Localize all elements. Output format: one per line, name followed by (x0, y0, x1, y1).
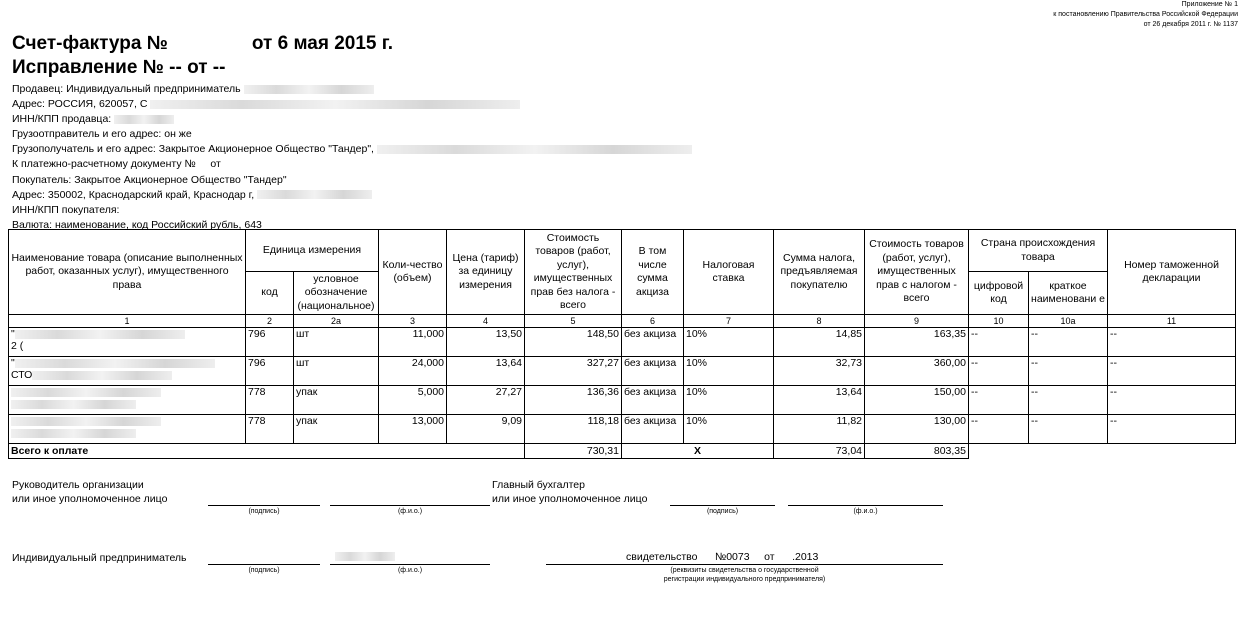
item-declaration: -- (1108, 386, 1236, 415)
item-total: 130,00 (865, 415, 969, 444)
item-total: 360,00 (865, 357, 969, 386)
table-header-row-1 (9, 230, 1236, 272)
col-tax-header: Сумма налога, предъявляемая покупателю (774, 230, 865, 315)
item-name (9, 415, 246, 444)
col-number: 10 (969, 315, 1029, 328)
invoice-title (12, 33, 393, 55)
item-tax: 11,82 (774, 415, 865, 444)
col-number: 11 (1108, 315, 1236, 328)
col-country-name-header: краткое наименовани е (1029, 272, 1108, 315)
item-country-code: -- (969, 386, 1029, 415)
col-number: 8 (774, 315, 865, 328)
item-name: " 2 ( (9, 328, 246, 357)
appendix-line-2: к постановлению Правительства Российской Федерации (1053, 11, 1238, 18)
invoice-date: от 6 мая 2015 г. (251, 33, 394, 54)
invoice-title-prefix: Счет-фактура № (12, 33, 168, 54)
item-qty: 13,000 (379, 415, 447, 444)
item-tax: 13,64 (774, 386, 865, 415)
item-rate: 10% (684, 328, 774, 357)
currency-line: Валюта: наименование, код Российский рубль, 643 (12, 218, 262, 231)
buyer-line: Покупатель: Закрытое Акционерное Общество "Тандер" (12, 173, 287, 186)
col-number: 2а (294, 315, 379, 328)
col-name-header: Наименование товара (описание выполненных работ, оказанных услуг), имущественного права (9, 230, 246, 315)
item-unit-code: 796 (246, 328, 294, 357)
col-excise-header: В том числе сумма акциза (622, 230, 684, 315)
item-excise: без акциза (622, 386, 684, 415)
col-number: 2 (246, 315, 294, 328)
col-customs-header: Номер таможенной декларации (1108, 230, 1236, 315)
total-sum: 803,35 (865, 444, 969, 459)
invoice-info (12, 82, 692, 233)
item-price: 13,50 (447, 328, 525, 357)
item-excise: без акциза (622, 415, 684, 444)
item-excise: без акциза (622, 357, 684, 386)
invoice-table (8, 229, 1236, 459)
item-unit-code: 778 (246, 415, 294, 444)
certificate-caption: (реквизиты свидетельства о государственной регистрации индивидуального предпринимателя) (663, 567, 826, 583)
head-fio-caption: (ф.и.о.) (397, 508, 423, 515)
col-number: 7 (684, 315, 774, 328)
col-number: 3 (379, 315, 447, 328)
item-declaration: -- (1108, 357, 1236, 386)
item-unit: шт (294, 357, 379, 386)
col-number: 1 (9, 315, 246, 328)
item-country-code: -- (969, 415, 1029, 444)
item-declaration: -- (1108, 328, 1236, 357)
col-number: 6 (622, 315, 684, 328)
item-price: 9,09 (447, 415, 525, 444)
shipper-line: Грузоотправитель и его адрес: он же (12, 128, 192, 141)
col-number: 10а (1029, 315, 1108, 328)
seller-line: Продавец: Индивидуальный предприниматель (12, 82, 692, 97)
appendix-note (1053, 0, 1238, 30)
payment-doc-line: К платежно-расчетному документу № от (12, 158, 221, 171)
item-cost: 327,27 (525, 357, 622, 386)
accountant-signature-label: Главный бухгалтер или иное уполномоченное лицо (492, 479, 648, 505)
seller-inn-line: ИНН/КПП продавца: (12, 112, 692, 127)
item-total: 163,35 (865, 328, 969, 357)
item-tax: 32,73 (774, 357, 865, 386)
total-cost: 730,31 (525, 444, 622, 459)
item-qty: 5,000 (379, 386, 447, 415)
col-country-header: Страна происхождения товара (969, 230, 1108, 272)
head-fio-line (330, 505, 490, 506)
certificate-line (546, 564, 943, 565)
table-row (9, 328, 1236, 357)
col-price-header: Цена (тариф) за единицу измерения (447, 230, 525, 315)
col-country-code-header: цифровой код (969, 272, 1029, 315)
col-unit-name-header: условное обозначение (национальное) (294, 272, 379, 315)
col-unit-header: Единица измерения (246, 230, 379, 272)
table-row (9, 415, 1236, 444)
consignee-line: Грузополучатель и его адрес: Закрытое Акционерное Общество "Тандер", (12, 142, 692, 157)
entrepreneur-label: Индивидуальный предприниматель (12, 552, 187, 564)
item-qty: 11,000 (379, 328, 447, 357)
acc-sign-caption: (подпись) (706, 508, 739, 515)
certificate-text: свидетельство №0073 от .2013 (626, 551, 819, 563)
buyer-address-line: Адрес: 350002, Краснодарский край, Краснодар г, (12, 188, 692, 203)
acc-sign-line (670, 505, 775, 506)
item-total: 150,00 (865, 386, 969, 415)
acc-fio-line (788, 505, 943, 506)
col-qty-header: Коли-чество (объем) (379, 230, 447, 315)
item-country-code: -- (969, 328, 1029, 357)
col-rate-header: Налоговая ставка (684, 230, 774, 315)
table-row (9, 386, 1236, 415)
ent-fio-redacted (335, 552, 395, 561)
item-country-name: -- (1029, 328, 1108, 357)
item-cost: 136,36 (525, 386, 622, 415)
item-qty: 24,000 (379, 357, 447, 386)
item-country-code: -- (969, 357, 1029, 386)
item-unit-code: 796 (246, 357, 294, 386)
item-unit: упак (294, 415, 379, 444)
item-unit: упак (294, 386, 379, 415)
item-name (9, 386, 246, 415)
item-unit-code: 778 (246, 386, 294, 415)
item-country-name: -- (1029, 386, 1108, 415)
total-label: Всего к оплате (9, 444, 525, 459)
item-excise: без акциза (622, 328, 684, 357)
table-row (9, 357, 1236, 386)
ent-sign-line (208, 564, 320, 565)
item-rate: 10% (684, 386, 774, 415)
item-country-name: -- (1029, 357, 1108, 386)
col-number: 4 (447, 315, 525, 328)
total-mark: X (622, 444, 774, 459)
item-price: 27,27 (447, 386, 525, 415)
item-cost: 148,50 (525, 328, 622, 357)
item-rate: 10% (684, 415, 774, 444)
item-unit: шт (294, 328, 379, 357)
appendix-line-3: от 26 декабря 2011 г. № 1137 (1143, 21, 1238, 28)
col-number: 9 (865, 315, 969, 328)
ent-fio-line (330, 564, 490, 565)
item-name: " СТО (9, 357, 246, 386)
correction-title: Исправление № -- от -- (12, 57, 226, 78)
item-tax: 14,85 (774, 328, 865, 357)
head-sign-line (208, 505, 320, 506)
col-unit-code-header: код (246, 272, 294, 315)
column-numbers-row (9, 315, 1236, 328)
col-cost-header: Стоимость товаров (работ, услуг), имущественных прав без налога - всего (525, 230, 622, 315)
item-rate: 10% (684, 357, 774, 386)
ent-sign-caption: (подпись) (248, 567, 280, 574)
item-declaration: -- (1108, 415, 1236, 444)
seller-address-line: Адрес: РОССИЯ, 620057, С (12, 97, 692, 112)
item-cost: 118,18 (525, 415, 622, 444)
ent-fio-caption: (ф.и.о.) (397, 567, 423, 574)
col-total-header: Стоимость товаров (работ, услуг), имущественных прав с налогом - всего (865, 230, 969, 315)
total-tax: 73,04 (774, 444, 865, 459)
acc-fio-caption: (ф.и.о.) (853, 508, 878, 515)
head-sign-caption: (подпись) (248, 508, 280, 515)
head-signature-label: Руководитель организации или иное уполномоченное лицо (12, 479, 168, 505)
item-price: 13,64 (447, 357, 525, 386)
appendix-line-1: Приложение № 1 (1181, 1, 1238, 8)
buyer-inn-line: ИНН/КПП покупателя: (12, 203, 120, 216)
col-number: 5 (525, 315, 622, 328)
total-row (9, 444, 1236, 459)
item-country-name: -- (1029, 415, 1108, 444)
